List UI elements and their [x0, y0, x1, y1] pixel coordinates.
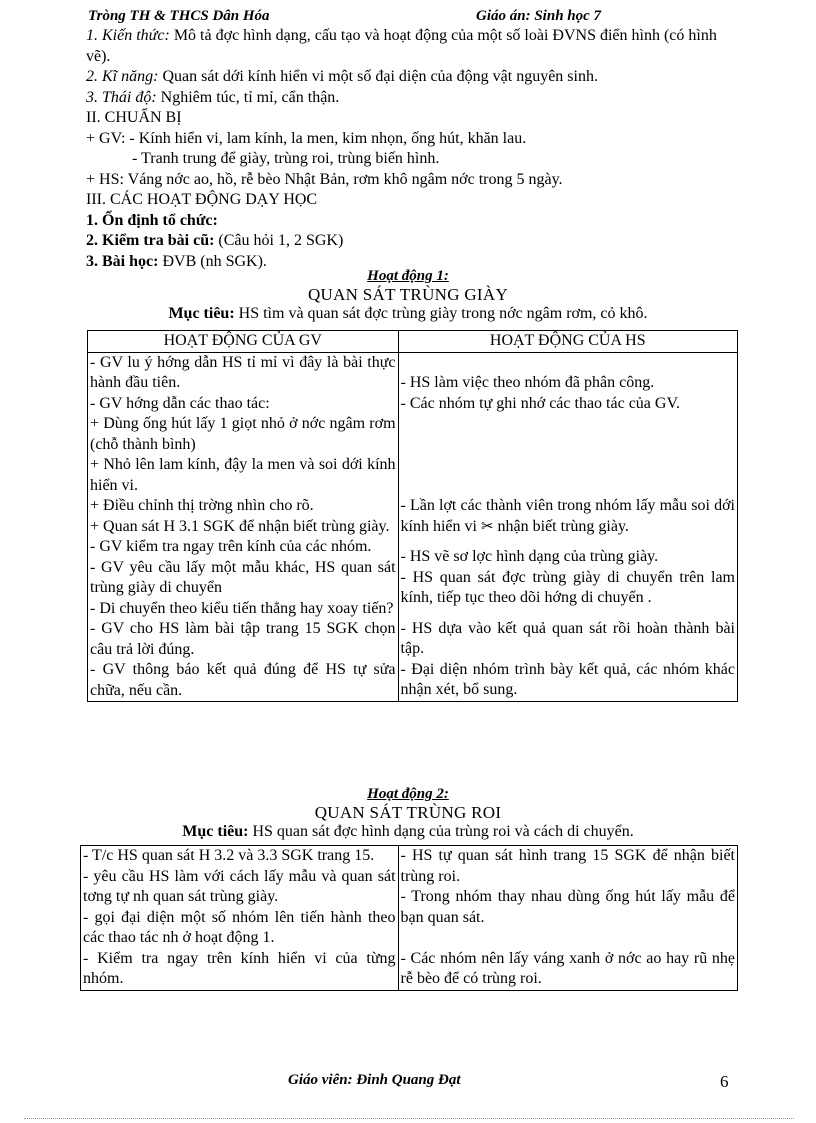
objective-knowledge: [86, 26, 736, 67]
preparation-gv-line2: - Tranh trung để giày, trùng roi, trùng biến hình.: [132, 150, 440, 167]
activity-1-header-row: [88, 331, 738, 353]
list-item: + Điều chỉnh thị trờng nhìn cho rõ.: [90, 497, 314, 514]
list-item: + Dùng ống hút lấy 1 giọt nhỏ ở nớc ngâm rơm (chỗ thành bình): [90, 415, 396, 453]
attitude-text: Nghiêm túc, tỉ mỉ, cẩn thận.: [156, 88, 340, 106]
knowledge-text: Mô tả đợc hình dạng, cấu tạo và hoạt động của một số loài ĐVNS điển hình (có hình vẽ).: [86, 27, 717, 65]
activity-2-title: QUAN SÁT TRÙNG ROI: [314, 803, 502, 822]
step-1-label: 1. Ổn định tổ chức:: [86, 211, 218, 229]
skill-label: 2. Kĩ năng:: [86, 68, 159, 85]
list-item: - Di chuyển theo kiểu tiến thẳng hay xoay tiến?: [90, 599, 394, 617]
activity-1-goal-text: HS tìm và quan sát đợc trùng giày trong nớc ngâm rơm, cỏ khô.: [234, 305, 648, 322]
list-item: + Nhỏ lên lam kính, đậy la men và soi dới kính hiển vi.: [90, 456, 396, 494]
skill-text: Quan sát dới kính hiển vi một số đại diện của động vật nguyên sinh.: [158, 68, 598, 85]
list-item: - T/c HS quan sát H 3.2 và 3.3 SGK trang 15.: [83, 847, 375, 864]
objective-skill: [86, 67, 736, 88]
knowledge-label: 1. Kiến thức:: [86, 27, 170, 44]
school-name: Tròng TH & THCS Dân Hóa: [88, 8, 270, 24]
list-item: - GV yêu cầu lấy một mẫu khác, HS quan sát trùng giày di chuyển: [90, 558, 396, 596]
lesson-plan-title: Giáo án: Sinh học 7: [476, 8, 602, 24]
activity-1-body-row: [88, 352, 738, 702]
list-item: - HS quan sát đợc trùng giày di chuyển trên lam kính, tiếp tục theo dõi hớng di chuyển .: [400, 568, 735, 606]
step-3-text: ĐVB (nh SGK).: [158, 252, 267, 270]
list-item: - gọi đại diện một số nhóm lên tiến hành theo các thao tác nh ở hoạt động 1.: [83, 908, 396, 946]
activity-2-goal-label: Mục tiêu:: [182, 823, 249, 840]
list-item: - Các nhóm nên lấy váng xanh ở nớc ao hay rũ nhẹ rễ bèo để có trùng roi.: [400, 949, 735, 987]
activity-1-gv-cell: [88, 352, 399, 702]
attitude-label: 3. Thái độ:: [86, 88, 157, 106]
list-item: - GV cho HS làm bài tập trang 15 SGK chọn câu trả lời đúng.: [90, 620, 396, 658]
activity-2-heading: [0, 786, 816, 841]
list-item: - Trong nhóm thay nhau dùng ống hút lấy mẫu để bạn quan sát.: [400, 888, 735, 926]
activity-2-goal-text: HS quan sát đợc hình dạng của trùng roi và cách di chuyển.: [248, 823, 634, 840]
list-item: - HS dựa vào kết quả quan sát rồi hoàn thành bài tập.: [400, 619, 735, 657]
objective-attitude: [86, 88, 736, 109]
list-item: - HS vẽ sơ lợc hình dạng của trùng giày.: [400, 548, 659, 565]
activity-1-heading: [0, 268, 816, 323]
list-item-text: nhận biết trùng giày.: [493, 517, 629, 535]
list-item: - HS làm việc theo nhóm đã phân công.: [400, 374, 655, 391]
activity-2-gv-cell: [81, 846, 399, 991]
preparation-gv-line1: + GV: - Kính hiển vi, lam kính, la men, kim nhọn, ống hút, khăn lau.: [86, 129, 527, 147]
bottom-divider: [24, 1118, 794, 1119]
list-item: - Các nhóm tự ghi nhớ các thao tác của GV.: [400, 394, 680, 412]
list-item: - GV thông báo kết quả đúng để HS tự sửa chữa, nếu cần.: [90, 661, 396, 699]
activity-2-goal: [0, 823, 816, 841]
activity-1-table: [87, 330, 738, 702]
step-3-label: 3. Bài học:: [86, 252, 159, 270]
step-2-text: (Câu hỏi 1, 2 SGK): [214, 232, 344, 249]
activity-1-goal-label: Mục tiêu:: [168, 305, 235, 322]
list-item: - GV hớng dẫn các thao tác:: [90, 394, 270, 412]
list-item: - GV lu ý hớng dẫn HS tỉ mỉ vì đây là bài thực hành đầu tiên.: [90, 353, 396, 391]
activity-2-body-row: [81, 846, 738, 991]
activity-1-title: QUAN SÁT TRÙNG GIÀY: [307, 285, 509, 304]
activity-2-hs-cell: [398, 846, 737, 991]
scissors-icon: ✂: [480, 518, 494, 535]
list-item: - yêu cầu HS làm với cách lấy mẫu và quan sát tơng tự nh quan sát trùng giày.: [83, 867, 396, 905]
list-item: - Kiểm tra ngay trên kính hiển vi của từng nhóm.: [83, 949, 396, 987]
activity-2-table: [80, 845, 738, 991]
list-item: [401, 496, 735, 537]
step-1: [86, 211, 736, 232]
teacher-name: Giáo viên: Đinh Quang Đạt: [288, 1072, 461, 1088]
page-header: [88, 8, 738, 28]
step-2: [86, 231, 736, 252]
list-item: - HS tự quan sát hình trang 15 SGK để nhận biết trùng roi.: [400, 847, 735, 885]
activities-heading: III. CÁC HOẠT ĐỘNG DẠY HỌC: [86, 191, 318, 208]
col-header-gv: HOẠT ĐỘNG CỦA GV: [88, 331, 399, 353]
activity-1-label: Hoạt động 1:: [367, 268, 449, 284]
activity-1-hs-cell: [398, 352, 737, 702]
col-header-hs: HOẠT ĐỘNG CỦA HS: [398, 331, 737, 353]
page-number: 6: [720, 1072, 729, 1091]
activity-1-goal: [0, 305, 816, 323]
list-item: + Quan sát H 3.1 SGK để nhận biết trùng giày.: [90, 517, 390, 535]
list-item: - Đại diện nhóm trình bày kết quả, các nhóm khác nhận xét, bổ sung.: [400, 660, 735, 698]
activity-2-label: Hoạt động 2:: [367, 786, 449, 802]
list-item-text: - Lần lợt các thành viên trong nhóm lấy mẫu soi dới kính hiển vi: [400, 497, 735, 535]
intro-section: [86, 26, 736, 272]
preparation-heading: II. CHUẨN BỊ: [86, 109, 182, 126]
preparation-hs-line: + HS: Váng nớc ao, hồ, rễ bèo Nhật Bản, rơm khô ngâm nớc trong 5 ngày.: [86, 170, 563, 188]
list-item: - GV kiểm tra ngay trên kính của các nhóm.: [90, 538, 372, 555]
step-2-label: 2. Kiểm tra bài cũ:: [86, 232, 215, 249]
